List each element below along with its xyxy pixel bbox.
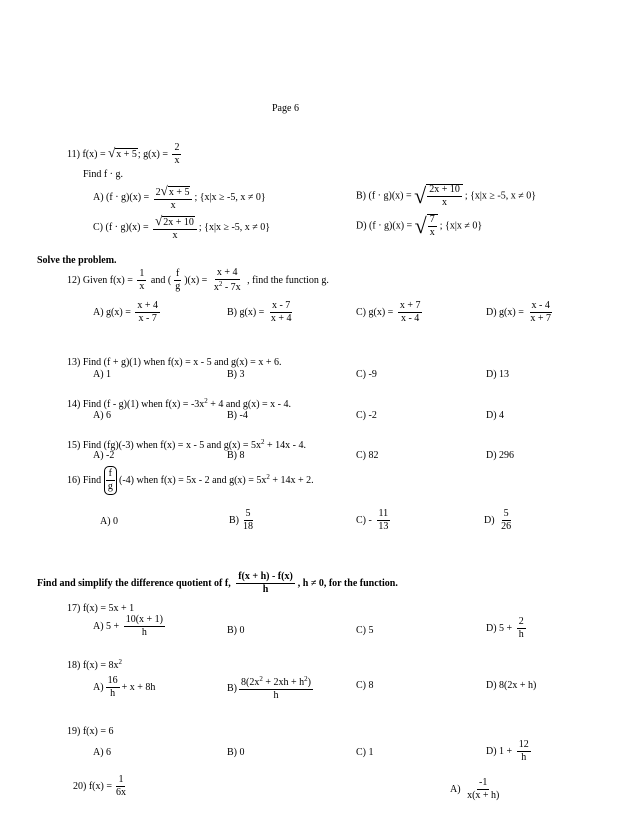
q20-choice-a[interactable] [450, 778, 503, 801]
q12-f-numerator: 1 [139, 268, 145, 279]
q16-fg-fraction [106, 469, 115, 492]
sqrt-symbol: √ [414, 213, 427, 238]
q12-b-denominator: x + 4 [270, 313, 292, 324]
q11-a-numerator [154, 184, 193, 200]
q19-d-prefix: D) 1 + [486, 745, 513, 757]
q12-f-fraction [137, 269, 146, 292]
q19-choice-b[interactable]: B) 0 [227, 747, 245, 758]
sqrt-symbol: √ [414, 183, 427, 208]
q16-paren-group [104, 466, 117, 495]
q17-d-denominator: h [518, 629, 524, 640]
q13-choice-d[interactable]: D) 13 [486, 369, 510, 380]
q12-a-denominator: x - 7 [138, 313, 157, 324]
q20-f-fraction [114, 775, 128, 798]
q12-ratio-den-a: x [213, 282, 219, 293]
q19-choice-d[interactable] [486, 740, 533, 763]
q11-b-fraction [426, 184, 463, 208]
q16-d-fraction [499, 509, 513, 532]
q16-c-numerator: 11 [378, 508, 389, 519]
q20-f-denominator: 6x [115, 787, 126, 798]
q12-ratio-denominator [212, 280, 243, 293]
q12-d-denominator: x + 7 [530, 313, 551, 324]
q11-choice-b[interactable] [356, 184, 536, 208]
q11-a-coef: 2 [155, 187, 161, 198]
page-label: Page 6 [272, 103, 299, 114]
q12-f-denominator: x [139, 281, 145, 292]
q15-choice-d[interactable]: D) 296 [486, 450, 515, 461]
q14-choice-c[interactable]: C) -2 [356, 410, 377, 421]
q18-b-denominator: h [273, 690, 279, 701]
sqrt-symbol: √ [160, 183, 168, 198]
q11-prompt-b: ; g(x) = [137, 148, 168, 160]
question-12 [67, 268, 329, 293]
q11-d-prefix: D) (f · g)(x) = [356, 220, 413, 232]
q15-prompt-1: 15) Find (fg)(-3) when f(x) = x - 5 and g(x) = 5x [67, 440, 262, 451]
q18-b-fraction [239, 676, 313, 701]
q14-prompt-1: 14) Find (f - g)(1) when f(x) = -3x [67, 399, 205, 410]
sqrt-symbol: √ [108, 144, 116, 160]
q13-choice-a[interactable]: A) 1 [93, 369, 112, 380]
q12-b-numerator: x - 7 [271, 300, 291, 311]
q12-b-prefix: B) g(x) = [227, 306, 265, 318]
q11-choice-a[interactable] [93, 184, 266, 211]
q12-c-prefix: C) g(x) = [356, 306, 394, 318]
sqrt-symbol: √ [155, 213, 163, 228]
q12-choice-b[interactable] [227, 301, 295, 324]
question-14 [67, 398, 291, 410]
q14-choice-a[interactable]: A) 6 [93, 410, 112, 421]
question-16 [67, 466, 314, 495]
q12-fg-fraction [173, 269, 182, 292]
q15-prompt-2: + 14x - 4. [264, 440, 306, 451]
section-heading-difference-quotient [37, 572, 398, 595]
q15-choice-b[interactable]: B) 8 [227, 450, 245, 461]
q14-choice-b[interactable]: B) -4 [227, 410, 248, 421]
q16-b-numerator: 5 [245, 508, 251, 519]
q20-f-numerator: 1 [118, 774, 124, 785]
question-17: 17) f(x) = 5x + 1 [67, 603, 135, 614]
q18-choice-b[interactable] [227, 676, 315, 701]
q18-a-suffix: + x + 8h [121, 681, 156, 693]
q19-d-numerator: 12 [518, 739, 529, 750]
q16-choice-b[interactable] [229, 509, 257, 532]
q12-a-prefix: A) g(x) = [93, 306, 131, 318]
q11-c-radicand: 2x + 10 [163, 217, 194, 228]
q12-ratio-numerator: x + 4 [216, 267, 238, 278]
q12-fg-denominator: g [175, 281, 181, 292]
q18-b-exp-2: 2 [304, 675, 308, 683]
q16-c-prefix: C) - [356, 514, 372, 526]
q11-choice-c[interactable] [93, 214, 270, 241]
q11-g-denominator: x [174, 155, 180, 166]
q16-prompt-1: 16) Find [67, 474, 102, 486]
q16-b-denominator: 18 [243, 521, 253, 532]
q12-a-numerator: x + 4 [137, 300, 158, 311]
q16-d-denominator: 26 [501, 521, 512, 532]
q11-a-denominator: x [170, 200, 176, 211]
q18-choice-d[interactable]: D) 8(2x + h) [486, 680, 537, 691]
q11-b-numerator: 2x + 10 [429, 184, 460, 195]
question-18 [67, 659, 122, 671]
q12-prompt-3: )(x) = [184, 274, 208, 286]
q20-a-fraction [465, 778, 501, 801]
q12-b-fraction [269, 301, 294, 324]
q11-c-fraction [153, 214, 197, 241]
q16-b-fraction [241, 509, 255, 532]
q16-choice-d[interactable] [484, 509, 515, 532]
q11-a-domain: ; {x|x ≥ -5, x ≠ 0} [194, 191, 266, 203]
q18-prompt: 18) f(x) = 8x [67, 660, 119, 671]
q16-choice-c[interactable] [356, 509, 392, 532]
q18-b-numerator [239, 676, 313, 690]
q11-d-fraction [427, 214, 438, 238]
q17-a-numerator: 10(x + 1) [125, 614, 164, 625]
dq-heading-numerator: f(x + h) - f(x) [238, 571, 293, 582]
q11-c-denominator: x [172, 230, 178, 241]
q16-fg-numerator: f [106, 469, 115, 481]
q18-b-num-b: + 2xh + h [262, 677, 305, 688]
q12-d-numerator: x - 4 [531, 300, 550, 311]
q18-exponent: 2 [118, 658, 122, 666]
q17-choice-a[interactable] [93, 615, 167, 638]
q15-exponent: 2 [261, 438, 265, 446]
q11-b-domain: ; {x|x ≥ -5, x ≠ 0} [464, 190, 537, 202]
q18-choice-a[interactable] [93, 676, 155, 699]
q12-ratio-den-exp: 2 [218, 280, 223, 288]
q13-choice-b[interactable]: B) 3 [227, 369, 245, 380]
q16-choice-a[interactable]: A) 0 [100, 516, 119, 527]
q12-prompt-4: , find the function g. [247, 274, 329, 286]
q11-radicand: x + 5 [116, 148, 137, 160]
q16-c-fraction [376, 509, 390, 532]
q17-d-numerator: 2 [518, 616, 524, 627]
question-11 [67, 143, 183, 166]
q19-choice-a[interactable]: A) 6 [93, 747, 112, 758]
question-13: 13) Find (f + g)(1) when f(x) = x - 5 and g(x) = x + 6. [67, 357, 282, 368]
q16-b-prefix: B) [229, 514, 239, 526]
q16-prompt-3: + 14x + 2. [269, 474, 314, 486]
question-20 [73, 775, 130, 798]
q16-fg-denominator: g [107, 481, 113, 492]
q11-a-radicand: x + 5 [168, 187, 190, 198]
q12-choice-c[interactable] [356, 301, 424, 324]
q11-g-fraction [172, 143, 181, 166]
q18-choice-c[interactable]: C) 8 [356, 680, 374, 691]
q11-c-domain: ; {x|x ≥ -5, x ≠ 0} [198, 221, 271, 233]
q14-choice-d[interactable]: D) 4 [486, 410, 505, 421]
q18-b-exp-1: 2 [259, 675, 263, 683]
q12-choice-d[interactable] [486, 301, 555, 324]
q16-d-numerator: 5 [503, 508, 509, 519]
q11-choice-d[interactable] [356, 214, 482, 238]
q11-d-domain: ; {x|x ≠ 0} [439, 220, 483, 232]
q18-a-fraction [106, 676, 120, 699]
q12-fg-numerator: f [176, 268, 180, 279]
q12-a-fraction [135, 301, 160, 324]
q20-a-prefix: A) [450, 783, 461, 795]
q11-prompt-a: 11) f(x) = [67, 148, 106, 160]
dq-heading-denominator: h [262, 584, 269, 595]
q18-b-num-a: 8(2x [241, 677, 260, 688]
q16-exponent: 2 [266, 472, 270, 481]
q12-ratio-fraction [212, 268, 243, 293]
q12-c-fraction [398, 301, 423, 324]
q14-prompt-2: + 4 and g(x) = x - 4. [207, 399, 291, 410]
dq-heading-suffix: , h ≠ 0, for the function. [297, 577, 398, 589]
q17-choice-c[interactable]: C) 5 [356, 625, 374, 636]
q16-d-prefix: D) [484, 514, 495, 526]
q12-choice-a[interactable] [93, 301, 162, 324]
dq-heading-fraction [236, 572, 295, 595]
q18-a-prefix: A) [93, 681, 104, 693]
q11-c-numerator [153, 214, 197, 230]
q19-d-denominator: h [521, 752, 527, 763]
q16-prompt-2: (-4) when f(x) = 5x - 2 and g(x) = 5x [119, 474, 267, 486]
q15-choice-a[interactable]: A) -2 [93, 450, 115, 461]
q12-prompt-1: 12) Given f(x) = [67, 274, 133, 286]
q18-b-prefix: B) [227, 682, 237, 694]
q17-a-denominator: h [141, 627, 147, 638]
q15-choice-c[interactable]: C) 82 [356, 450, 379, 461]
q13-choice-c[interactable]: C) -9 [356, 369, 377, 380]
q11-g-numerator: 2 [174, 142, 180, 153]
q11-b-prefix: B) (f · g)(x) = [356, 190, 412, 202]
q20-prompt: 20) f(x) = [73, 780, 112, 792]
q12-d-prefix: D) g(x) = [486, 306, 524, 318]
q16-c-denominator: 13 [378, 521, 389, 532]
q17-choice-d[interactable] [486, 617, 528, 640]
q18-a-numerator: 16 [107, 675, 118, 686]
q12-c-denominator: x - 4 [400, 313, 420, 324]
q17-d-prefix: D) 5 + [486, 622, 513, 634]
q11-c-prefix: C) (f · g)(x) = [93, 221, 149, 233]
q11-a-prefix: A) (f · g)(x) = [93, 191, 150, 203]
q11-a-fraction [154, 184, 193, 211]
q12-ratio-den-b: - 7x [222, 282, 241, 293]
q14-exponent: 2 [204, 397, 208, 405]
q20-a-numerator: -1 [479, 777, 488, 788]
q19-choice-c[interactable]: C) 1 [356, 747, 374, 758]
q17-choice-b[interactable]: B) 0 [227, 625, 245, 636]
q20-a-denominator: x(x + h) [467, 790, 500, 801]
question-19: 19) f(x) = 6 [67, 726, 114, 737]
q17-d-fraction [517, 617, 526, 640]
q11-b-denominator: x [442, 197, 448, 208]
dq-heading-prefix: Find and simplify the difference quotient of f, [37, 577, 231, 589]
q18-a-denominator: h [110, 688, 116, 699]
q18-b-num-c: ) [307, 677, 311, 688]
q12-prompt-2: and ( [150, 274, 172, 286]
q12-c-numerator: x + 7 [399, 300, 421, 311]
q11-find: Find f · g. [83, 169, 123, 180]
section-heading-solve: Solve the problem. [37, 255, 117, 266]
q17-a-fraction [124, 615, 165, 638]
q12-d-fraction [528, 301, 553, 324]
q19-d-fraction [517, 740, 531, 763]
q17-a-prefix: A) 5 + [93, 620, 120, 632]
q11-d-denominator: x [429, 227, 435, 238]
q11-d-numerator: 7 [429, 214, 435, 225]
